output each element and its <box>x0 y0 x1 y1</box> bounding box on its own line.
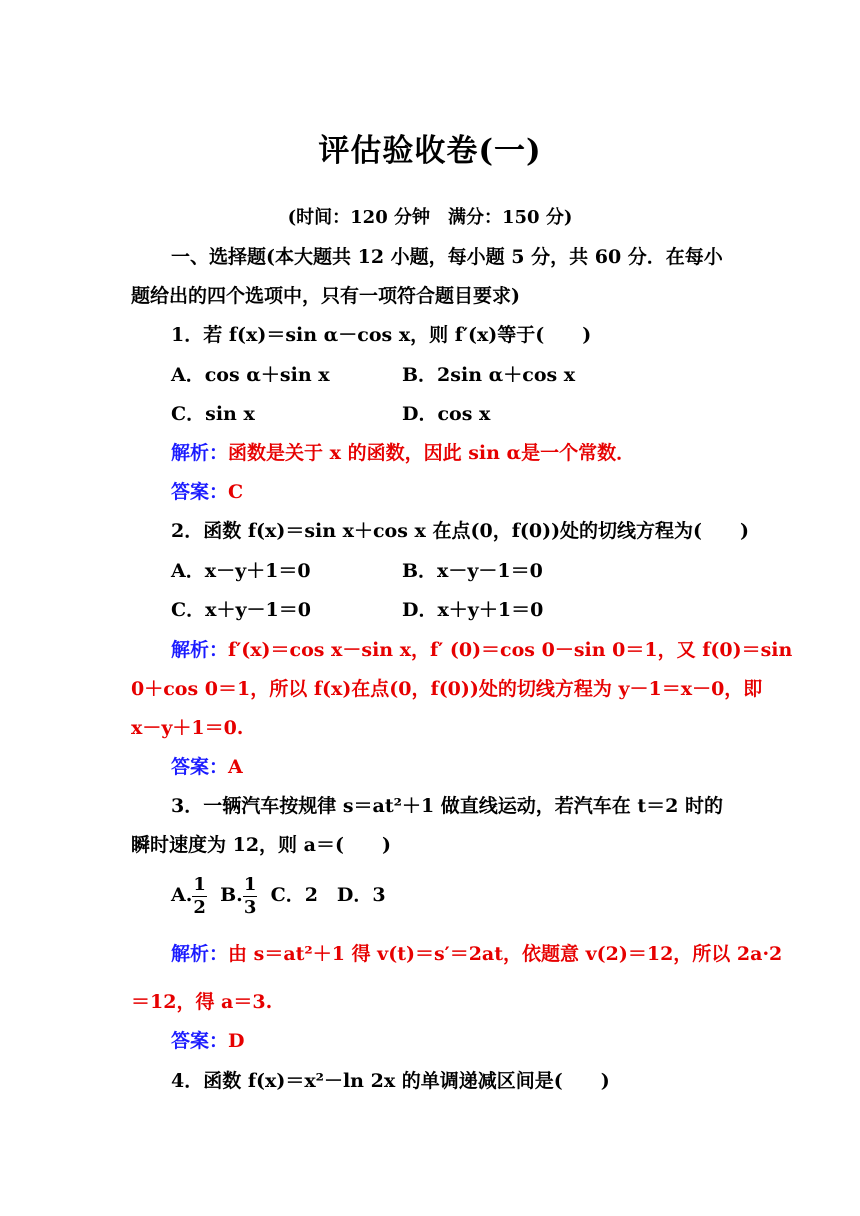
q4-stem: 4．函数 f(x)＝x²－ln 2x 的单调递减区间是( ) <box>171 1070 610 1092</box>
section-intro-line-1: 一、选择题(本大题共 12 小题，每小题 5 分，共 60 分．在每小 <box>171 246 723 268</box>
q3-option-a-denominator: 2 <box>193 896 206 918</box>
q3-analysis-label: 解析： <box>171 943 229 965</box>
q3-option-a-numerator: 1 <box>193 873 206 895</box>
q3-answer <box>171 1028 245 1054</box>
q2-analysis-label: 解析： <box>171 639 229 661</box>
q2-analysis-text-1: f′(x)＝cos x－sin x，f′ (0)＝cos 0－sin 0＝1，又 f(0)＝sin <box>228 639 793 661</box>
q2-option-b: B．x－y－1＝0 <box>402 560 543 582</box>
q1-stem-prefix: 1．若 <box>171 324 229 346</box>
q2-option-a: A．x－y＋1＝0 <box>171 560 311 582</box>
section-intro-line-2: 题给出的四个选项中，只有一项符合题目要求) <box>131 285 520 307</box>
q1-option-b: B．2sin α＋cos x <box>402 364 576 386</box>
q2-answer-label: 答案： <box>171 756 229 778</box>
q3-option-b-label: B. <box>220 884 243 906</box>
q3-analysis-text-1: 由 s＝at²＋1 得 v(t)＝s′＝2at，依题意 v(2)＝12，所以 2a·2 <box>228 943 783 965</box>
q1-option-c: C．sin x <box>171 403 255 425</box>
q1-stem-math: f(x)＝sin α－cos x，则 f′(x)等于( ) <box>228 324 592 346</box>
q3-option-b-denominator: 3 <box>243 896 257 918</box>
q2-answer <box>171 754 243 780</box>
q3-option-cd: C．2 D．3 <box>270 884 386 906</box>
q1-analysis-text: 函数是关于 x 的函数，因此 sin α是一个常数． <box>228 442 636 464</box>
q2-analysis-line-3: x－y＋1＝0. <box>131 717 244 739</box>
time-info: (时间：120 分钟 满分：150 分) <box>287 207 573 228</box>
q1-answer-label: 答案： <box>171 481 229 503</box>
q2-answer-value: A <box>228 756 243 778</box>
q2-analysis-line-2: 0＋cos 0＝1，所以 f(x)在点(0，f(0))处的切线方程为 y－1＝x－0，即 <box>131 678 763 700</box>
q3-options <box>171 870 386 920</box>
q1-analysis-label: 解析： <box>171 442 229 464</box>
q3-stem-line-1: 3．一辆汽车按规律 s＝at²＋1 做直线运动，若汽车在 t＝2 时的 <box>171 795 724 817</box>
q3-option-b-fraction <box>243 874 258 919</box>
q3-analysis-line-2: ＝12，得 a＝3. <box>131 991 273 1013</box>
q3-answer-value: D <box>228 1030 245 1052</box>
q1-option-a: A．cos α＋sin x <box>171 364 330 386</box>
q1-answer <box>171 479 243 505</box>
q1-answer-value: C <box>228 481 244 503</box>
q2-option-c: C．x＋y－1＝0 <box>171 599 311 621</box>
q3-answer-label: 答案： <box>171 1030 229 1052</box>
q1-stem <box>171 322 591 348</box>
q3-option-b-numerator: 1 <box>243 873 257 895</box>
q2-stem: 2．函数 f(x)＝sin x＋cos x 在点(0，f(0))处的切线方程为( ) <box>171 520 750 542</box>
q2-analysis-line-1 <box>171 637 792 663</box>
q1-option-d: D．cos x <box>402 403 491 425</box>
q2-option-d: D．x＋y＋1＝0 <box>402 599 544 621</box>
q3-option-a-fraction <box>192 874 207 919</box>
page-title: 评估验收卷(一) <box>318 133 542 169</box>
q3-stem-line-2: 瞬时速度为 12，则 a＝( ) <box>131 834 391 856</box>
q3-option-a-label: A. <box>171 884 193 906</box>
q3-analysis-line-1 <box>171 941 782 967</box>
q1-analysis <box>171 440 635 466</box>
